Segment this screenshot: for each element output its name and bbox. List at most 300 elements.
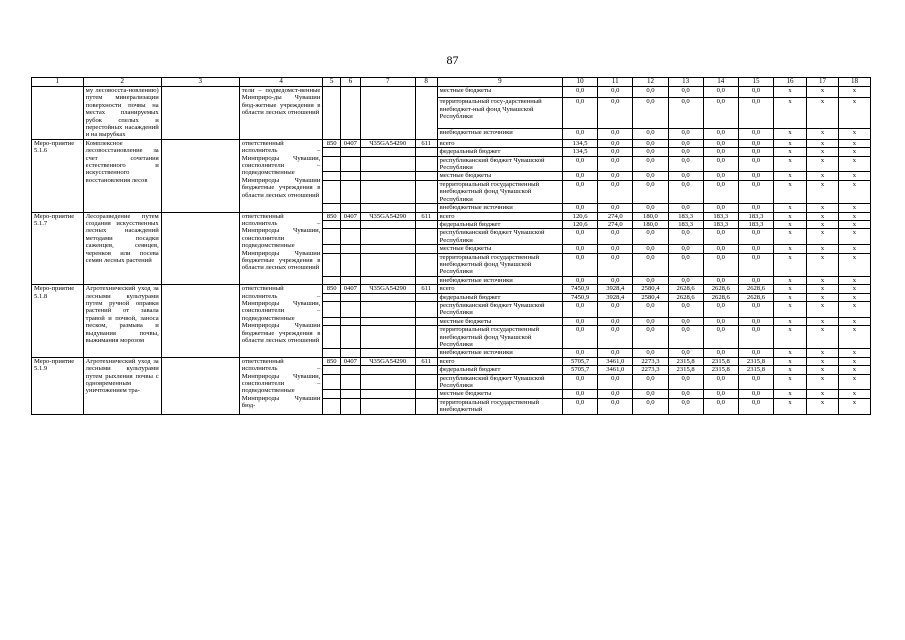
code-cell [340,301,360,317]
value-cell: 2628,6 [738,285,773,293]
header-cell: 16 [774,78,807,87]
header-cell: 1 [32,78,84,87]
header-cell: 17 [807,78,839,87]
value-cell: 0,0 [738,374,773,390]
measure-id-cell: Меро-приятие 5.1.8 [32,285,84,358]
code-cell [360,276,415,284]
value-cell: 0,0 [738,148,773,156]
code-cell [340,220,360,228]
code-cell [323,156,341,172]
header-cell: 11 [598,78,633,87]
value-cell: x [838,128,870,139]
value-cell: x [838,148,870,156]
funding-source-cell: территориальный государственный внебюджетный фонд Чувашской Республики [437,180,562,203]
value-cell: 2315,8 [738,357,773,365]
value-cell: 0,0 [563,87,598,98]
section-code-cell: 0407 [340,285,360,293]
section-code-cell: 0407 [340,139,360,147]
value-cell: x [838,326,870,349]
value-cell: 0,0 [668,139,703,147]
header-cell: 8 [415,78,437,87]
value-cell: 0,0 [633,276,668,284]
code-cell [340,87,360,140]
value-cell: 0,0 [598,245,633,253]
value-cell: 0,0 [633,180,668,203]
value-cell: x [807,139,839,147]
value-cell: 0,0 [703,245,738,253]
code-cell [415,326,437,349]
value-cell: x [774,349,807,357]
value-cell: 0,0 [703,374,738,390]
value-cell: x [807,253,839,276]
code-cell [340,148,360,156]
code-cell [340,293,360,301]
value-cell: 0,0 [633,349,668,357]
value-cell: x [774,139,807,147]
value-cell: 0,0 [738,87,773,98]
value-cell: 0,0 [563,398,598,414]
value-cell: x [774,245,807,253]
header-cell: 4 [239,78,323,87]
value-cell: 0,0 [598,128,633,139]
value-cell: 0,0 [703,98,738,129]
value-cell: 0,0 [738,204,773,212]
value-cell: 0,0 [633,139,668,147]
value-cell: x [774,276,807,284]
grbs-code-cell: 850 [323,139,341,147]
value-cell: x [838,374,870,390]
value-cell: 0,0 [703,180,738,203]
value-cell: x [774,180,807,203]
measure-name-cell: Агротехнический уход за лесными культурами путем ручной оправки растений от завала травой и почвой, заноса песком, размыва и выдувания почвы, выжимания морозом [83,285,161,358]
value-cell: 0,0 [738,172,773,180]
table-body [32,78,871,415]
code-cell [340,398,360,414]
code-cell [360,317,415,325]
value-cell: 120,6 [563,212,598,220]
table-row [32,357,871,365]
code-cell [360,156,415,172]
executor-cell: ответственный исполнитель – Минприроды Чувашии, соисполнители подведомственные Минприроды Чувашии бюджетные учреждения в области лесных отношений [239,212,323,285]
value-cell: 2315,8 [668,357,703,365]
value-cell: x [838,390,870,398]
code-cell [415,87,437,140]
value-cell: 0,0 [668,87,703,98]
value-cell: 0,0 [633,87,668,98]
value-cell: 0,0 [633,326,668,349]
value-cell: 0,0 [703,317,738,325]
target-code-cell: Ч35GA54290 [360,285,415,293]
value-cell: 0,0 [633,229,668,245]
measure-id-cell: Меро-приятие 5.1.9 [32,357,84,414]
value-cell: 0,0 [598,156,633,172]
value-cell: 2628,6 [703,285,738,293]
expense-code-cell: 611 [415,212,437,220]
value-cell: 0,0 [668,98,703,129]
empty-cell [161,285,239,358]
value-cell: 0,0 [738,98,773,129]
funding-source-cell: республиканский бюджет Чувашской Республики [437,229,562,245]
value-cell: x [838,293,870,301]
value-cell: 0,0 [668,349,703,357]
code-cell [340,366,360,374]
code-cell [323,398,341,414]
value-cell: x [774,390,807,398]
header-cell: 12 [633,78,668,87]
grbs-code-cell: 850 [323,357,341,365]
measure-name-cell: му лесовосста-новлению) путем минерализации поверхности почвы на местах планируемых рубок спелых и перестойных насаждений и на вырубках [83,87,161,140]
value-cell: x [838,317,870,325]
value-cell: x [838,301,870,317]
funding-source-cell: всего [437,357,562,365]
funding-source-cell: всего [437,212,562,220]
code-cell [340,276,360,284]
value-cell: 120,6 [563,220,598,228]
value-cell: 183,3 [738,212,773,220]
value-cell: 0,0 [668,398,703,414]
code-cell [340,326,360,349]
code-cell [323,276,341,284]
header-cell: 14 [703,78,738,87]
empty-cell [161,212,239,285]
value-cell: 0,0 [668,180,703,203]
table-row [32,212,871,220]
funding-source-cell: территориальный государственный внебюджетный фонд Чувашской Республики [437,326,562,349]
value-cell: x [838,229,870,245]
value-cell: x [838,212,870,220]
value-cell: 2580,4 [633,285,668,293]
value-cell: 0,0 [738,276,773,284]
value-cell: 0,0 [668,148,703,156]
value-cell: 0,0 [598,326,633,349]
value-cell: 0,0 [668,229,703,245]
funding-source-cell: федеральный бюджет [437,293,562,301]
value-cell: 0,0 [598,390,633,398]
header-cell: 2 [83,78,161,87]
value-cell: 2580,4 [633,293,668,301]
value-cell: 183,3 [668,212,703,220]
executor-cell: ответственный исполнитель – Минприроды Чувашии, соисполнители – подведомственные Минприроды Чувашии бюд- [239,357,323,414]
measure-id-cell: Меро-приятие 5.1.7 [32,212,84,285]
value-cell: 0,0 [598,229,633,245]
funding-source-cell: внебюджетные источники [437,349,562,357]
value-cell: x [774,148,807,156]
funding-source-cell: территориальный госу-дарственный внебюджет-ный фонд Чувашской Республики [437,98,562,129]
measure-name-cell: Лесоразведение путем создания искусственных лесных насаждений методами посадки саженцев, сеянцев, черенков или посева семян лесных растений [83,212,161,285]
value-cell: x [838,349,870,357]
value-cell: 0,0 [668,317,703,325]
value-cell: 5705,7 [563,366,598,374]
value-cell: 3928,4 [598,293,633,301]
funding-source-cell: республиканский бюджет Чувашской Республики [437,156,562,172]
value-cell: 0,0 [598,398,633,414]
value-cell: 0,0 [703,253,738,276]
code-cell [360,148,415,156]
value-cell: x [807,390,839,398]
value-cell: 0,0 [563,317,598,325]
code-cell [323,349,341,357]
value-cell: 2315,8 [738,366,773,374]
value-cell: 0,0 [703,204,738,212]
value-cell: x [774,204,807,212]
value-cell: 2315,8 [703,366,738,374]
value-cell: 0,0 [703,398,738,414]
value-cell: x [807,87,839,98]
value-cell: 2628,6 [668,293,703,301]
funding-source-cell: местные бюджеты [437,390,562,398]
table-row [32,87,871,98]
empty-cell [161,87,239,140]
code-cell [323,326,341,349]
value-cell: 0,0 [563,374,598,390]
value-cell: 0,0 [563,229,598,245]
code-cell [340,374,360,390]
value-cell: 0,0 [703,326,738,349]
code-cell [415,293,437,301]
funding-source-cell: местные бюджеты [437,172,562,180]
value-cell: 0,0 [563,172,598,180]
value-cell: 0,0 [668,245,703,253]
value-cell: 0,0 [703,276,738,284]
value-cell: 0,0 [563,156,598,172]
value-cell: 0,0 [598,374,633,390]
value-cell: 3461,0 [598,366,633,374]
funding-source-cell: республиканский бюджет Чувашской Республики [437,374,562,390]
value-cell: x [807,366,839,374]
value-cell: 0,0 [668,253,703,276]
value-cell: 0,0 [563,253,598,276]
value-cell: 0,0 [738,317,773,325]
value-cell: x [807,212,839,220]
code-cell [323,366,341,374]
code-cell [340,156,360,172]
header-cell: 15 [738,78,773,87]
value-cell: 0,0 [703,87,738,98]
code-cell [360,220,415,228]
section-code-cell: 0407 [340,212,360,220]
funding-source-cell: местные бюджеты [437,87,562,98]
value-cell: 3928,4 [598,285,633,293]
table-row [32,139,871,147]
value-cell: 0,0 [598,87,633,98]
value-cell: x [774,398,807,414]
code-cell [415,245,437,253]
value-cell: 2628,6 [703,293,738,301]
value-cell: 0,0 [668,156,703,172]
code-cell [415,317,437,325]
page-number: 87 [446,53,459,67]
target-code-cell: Ч35GA54290 [360,212,415,220]
value-cell: 0,0 [668,276,703,284]
value-cell: 0,0 [703,148,738,156]
value-cell: 0,0 [598,148,633,156]
value-cell: x [807,357,839,365]
code-cell [323,374,341,390]
funding-source-cell: территориальный государственный внебюджетный [437,398,562,414]
value-cell: 0,0 [633,374,668,390]
funding-source-cell: местные бюджеты [437,317,562,325]
code-cell [323,148,341,156]
code-cell [360,349,415,357]
value-cell: x [838,253,870,276]
value-cell: x [807,204,839,212]
value-cell: x [807,180,839,203]
value-cell: 3461,0 [598,357,633,365]
value-cell: 7450,9 [563,293,598,301]
empty-cell [161,357,239,414]
value-cell: x [807,285,839,293]
value-cell: x [838,285,870,293]
budget-table [31,77,871,415]
code-cell [340,172,360,180]
value-cell: 0,0 [563,349,598,357]
code-cell [415,220,437,228]
grbs-code-cell: 850 [323,212,341,220]
value-cell: x [838,139,870,147]
code-cell [415,180,437,203]
code-cell [360,398,415,414]
value-cell: 2273,3 [633,366,668,374]
value-cell: 0,0 [598,349,633,357]
value-cell: 5705,7 [563,357,598,365]
value-cell: x [807,172,839,180]
value-cell: x [774,98,807,129]
code-cell [360,326,415,349]
code-cell [360,87,415,140]
value-cell: 0,0 [738,398,773,414]
funding-source-cell: внебюджетные источники [437,128,562,139]
value-cell: 0,0 [633,317,668,325]
value-cell: 0,0 [633,301,668,317]
value-cell: x [807,148,839,156]
value-cell: x [807,156,839,172]
value-cell: 274,0 [598,220,633,228]
target-code-cell: Ч35GA54290 [360,357,415,365]
section-code-cell: 0407 [340,357,360,365]
value-cell: 0,0 [703,349,738,357]
code-cell [360,229,415,245]
value-cell: 0,0 [738,245,773,253]
value-cell: x [774,285,807,293]
value-cell: 0,0 [598,139,633,147]
code-cell [340,204,360,212]
header-cell: 9 [437,78,562,87]
value-cell: 0,0 [633,398,668,414]
code-cell [415,229,437,245]
value-cell: x [774,366,807,374]
expense-code-cell: 611 [415,139,437,147]
value-cell: 0,0 [703,229,738,245]
code-cell [415,398,437,414]
value-cell: 0,0 [633,148,668,156]
value-cell: 0,0 [738,139,773,147]
funding-source-cell: всего [437,285,562,293]
value-cell: 0,0 [563,301,598,317]
value-cell: 0,0 [668,204,703,212]
value-cell: 0,0 [668,374,703,390]
value-cell: 0,0 [598,172,633,180]
value-cell: x [838,398,870,414]
value-cell: x [807,293,839,301]
measure-name-cell: Комплексное лесовосстановление за счет сочетания естественного и искусственного восстановления лесов [83,139,161,212]
value-cell: x [838,87,870,98]
value-cell: x [807,128,839,139]
code-cell [415,301,437,317]
code-cell [323,390,341,398]
value-cell: 134,5 [563,148,598,156]
value-cell: 183,3 [738,220,773,228]
code-cell [360,180,415,203]
value-cell: 0,0 [738,326,773,349]
value-cell: x [774,87,807,98]
value-cell: 0,0 [598,180,633,203]
funding-source-cell: территориальный государственный внебюджетный фонд Чувашской Республики [437,253,562,276]
funding-source-cell: федеральный бюджет [437,220,562,228]
value-cell: x [807,98,839,129]
value-cell: 0,0 [738,229,773,245]
value-cell: 0,0 [563,245,598,253]
value-cell: 0,0 [738,301,773,317]
code-cell [323,220,341,228]
value-cell: 0,0 [598,301,633,317]
value-cell: x [807,349,839,357]
code-cell [415,276,437,284]
value-cell: 0,0 [703,301,738,317]
value-cell: x [774,128,807,139]
value-cell: 0,0 [633,156,668,172]
value-cell: 0,0 [738,390,773,398]
value-cell: 0,0 [703,156,738,172]
header-cell: 3 [161,78,239,87]
value-cell: 0,0 [738,180,773,203]
value-cell: 0,0 [598,253,633,276]
header-row [32,78,871,87]
value-cell: 180,0 [633,220,668,228]
funding-source-cell: республиканский бюджет Чувашской Республики [437,301,562,317]
header-cell: 6 [340,78,360,87]
funding-source-cell: федеральный бюджет [437,148,562,156]
value-cell: 0,0 [703,172,738,180]
code-cell [323,245,341,253]
executor-cell: тели – подведомст-венные Минприро-ды Чувашии бюд-жетные учреждения в области лесных отношений [239,87,323,140]
code-cell [415,374,437,390]
header-cell: 18 [838,78,870,87]
funding-source-cell: всего [437,139,562,147]
code-cell [340,317,360,325]
value-cell: 0,0 [668,301,703,317]
funding-source-cell: федеральный бюджет [437,366,562,374]
value-cell: 183,3 [703,220,738,228]
value-cell: 0,0 [738,253,773,276]
value-cell: 0,0 [738,156,773,172]
measure-name-cell: Агротехнический уход за лесными культурами путем рыхления почвы с одновременным уничтожением тра- [83,357,161,414]
value-cell: 0,0 [633,245,668,253]
code-cell [323,253,341,276]
value-cell: 7450,9 [563,285,598,293]
code-cell [340,180,360,203]
code-cell [340,390,360,398]
code-cell [323,229,341,245]
value-cell: x [774,301,807,317]
value-cell: x [774,229,807,245]
code-cell [360,301,415,317]
code-cell [340,253,360,276]
table-row [32,285,871,293]
value-cell: 0,0 [563,180,598,203]
value-cell: 183,3 [668,220,703,228]
value-cell: x [838,220,870,228]
value-cell: x [774,317,807,325]
